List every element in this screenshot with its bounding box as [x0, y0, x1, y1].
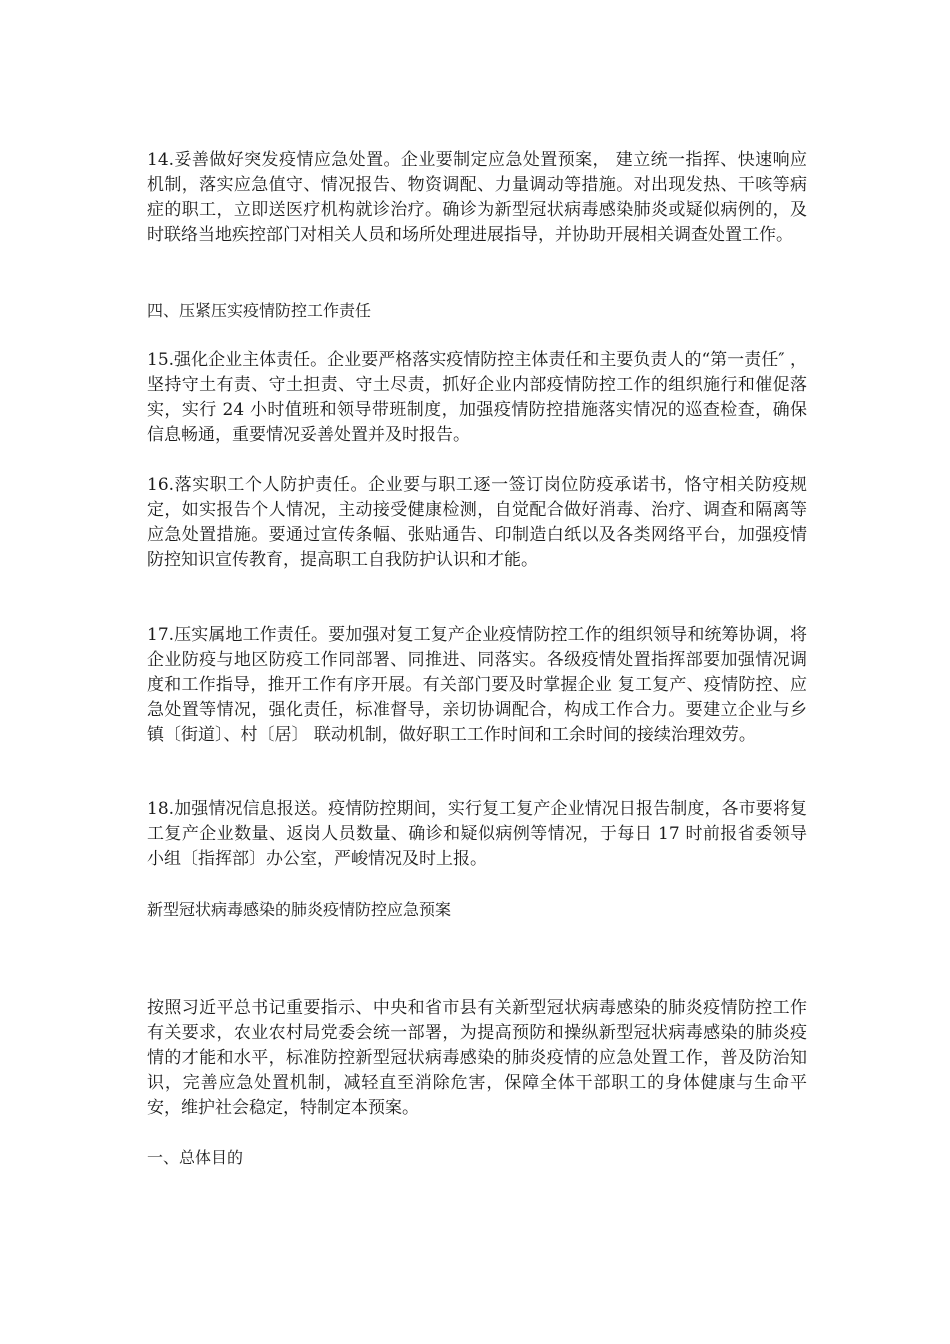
- paragraph-15: 15.强化企业主体责任。企业要严格落实疫情防控主体责任和主要负责人的“第一责任″ ，坚持守土有责、守土担责、守土尽责，抓好企业内部疫情防控工作的组织施行和催促落实，实行 24 小时值班和领导带班制度，加强疫情防控措施落实情况的巡查检查，确保信息畅通，重要情况妥善处置并及时报告。: [147, 350, 807, 445]
- paragraph-16: 16.落实职工个人防护责任。企业要与职工逐一签订岗位防疫承诺书，恪守相关防疫规定，如实报告个人情况，主动接受健康检测，自觉配合做好消毒、治疗、调查和隔离等应急处置措施。要通过宣传条幅、张贴通告、印制造白纸以及各类网络平台，加强疫情防控知识宣传教育，提高职工自我防护认识和才能。: [147, 475, 807, 570]
- plan-intro-paragraph: 按照习近平总书记重要指示、中央和省市县有关新型冠状病毒感染的肺炎疫情防控工作有关要求，农业农村局党委会统一部署，为提高预防和操纵新型冠状病毒感染的肺炎疫情的才能和水平，标准防控新型冠状病毒感染的肺炎疫情的应急处置工作，普及防治知识，完善应急处置机制，减轻直至消除危害，保障全体干部职工的身体健康与生命平安，维护社会稳定，特制定本预案。: [147, 998, 807, 1118]
- plan-title: 新型冠状病毒感染的肺炎疫情防控应急预案: [147, 900, 452, 919]
- paragraph-17: 17.压实属地工作责任。要加强对复工复产企业疫情防控工作的组织领导和统筹协调，将企业防疫与地区防疫工作同部署、同推进、同落实。各级疫情处置指挥部要加强情况调度和工作指导，推开工作有序开展。有关部门要及时掌握企业 复工复产、疫情防控、应急处置等情况，强化责任，标准督导，亲切协调配合，构成工作合力。要建立企业与乡镇〔街道〕、村〔居〕 联动机制，做好职工工作时间和工余时间的接续治理效劳。: [147, 625, 807, 745]
- paragraph-14: 14.妥善做好突发疫情应急处置。企业要制定应急处置预案， 建立统一指挥、快速响应机制，落实应急值守、情况报告、物资调配、力量调动等措施。对出现发热、干咳等病症的职工，立即送医疗机构就诊治疗。确诊为新型冠状病毒感染肺炎或疑似病例的，及时联络当地疾控部门对相关人员和场所处理进展指导，并协助开展相关调查处置工作。: [147, 150, 807, 245]
- section-heading-1: 一、总体目的: [147, 1148, 244, 1167]
- paragraph-18: 18.加强情况信息报送。疫情防控期间，实行复工复产企业情况日报告制度，各市要将复工复产企业数量、返岗人员数量、确诊和疑似病例等情况，于每日 17 时前报省委领导小组〔指挥部〕办公室，严峻情况及时上报。: [147, 799, 807, 869]
- section-heading-4: 四、压紧压实疫情防控工作责任: [147, 301, 372, 320]
